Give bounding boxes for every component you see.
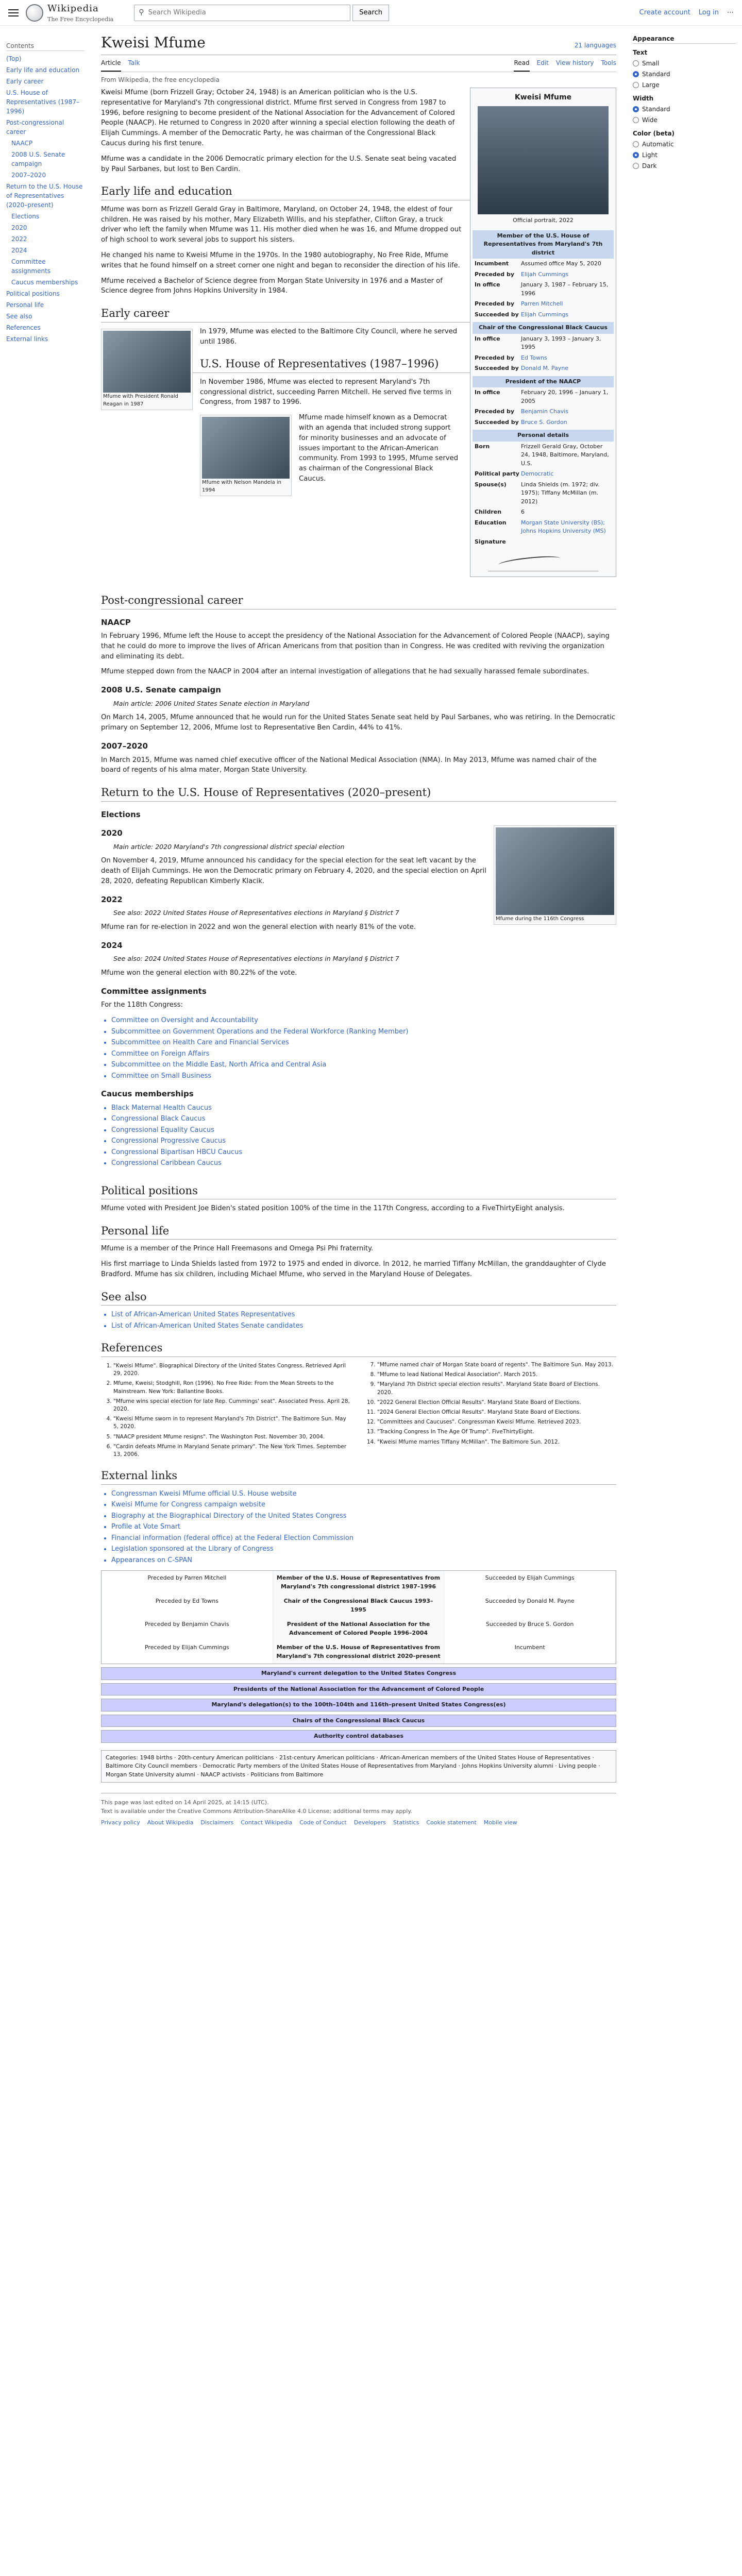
footer-links — [101, 1819, 616, 1827]
signature-image — [488, 550, 598, 571]
logo-text: Wikipedia — [47, 3, 99, 14]
list-item[interactable]: • Biography at the Biographical Directory of the United States Congress — [111, 1511, 616, 1521]
infobox-row — [473, 310, 614, 320]
succession-preceded[interactable]: Preceded by Parren Mitchell — [102, 1571, 273, 1594]
paragraph: Mfume ran for re-election in 2022 and won the general election with nearly 81% of the vote. — [101, 923, 416, 931]
infobox-key: Children — [475, 509, 502, 515]
navbox-title: Maryland's current delegation to the United States Congress — [102, 1668, 616, 1680]
footer-link[interactable]: Statistics — [393, 1819, 419, 1826]
signature-label: Signature — [475, 538, 506, 545]
succession-office: Chair of the Congressional Black Caucus 1993–1995 — [273, 1594, 445, 1617]
option-label: Automatic — [642, 141, 674, 148]
reference-item[interactable]: 1. "Kweisi Mfume". Biographical Directory of the United States Congress. Retrieved April 29, 2020. — [113, 1362, 352, 1378]
navbox[interactable] — [101, 1683, 616, 1696]
infobox-value[interactable]: Democratic — [521, 470, 554, 477]
width-option-wide[interactable] — [633, 115, 736, 125]
infobox — [470, 88, 616, 577]
infobox-row — [473, 299, 614, 310]
succession-office: President of the National Association for the Advancement of Colored People 1996–2004 — [273, 1617, 445, 1640]
list-item[interactable]: • Committee on Foreign Affairs — [111, 1049, 616, 1059]
option-label: Standard — [642, 71, 670, 78]
footer-link[interactable]: Mobile view — [483, 1819, 517, 1826]
top-header — [0, 0, 742, 26]
infobox-key: Succeeded by — [475, 365, 519, 371]
infobox-key: In office — [475, 389, 500, 396]
infobox-value[interactable]: Bruce S. Gordon — [521, 418, 567, 426]
footer-link[interactable]: Contact Wikipedia — [241, 1819, 293, 1826]
article-body — [101, 88, 616, 1827]
succession-succeeded[interactable]: Succeeded by Bruce S. Gordon — [444, 1617, 616, 1640]
hatnote[interactable]: See also: 2022 United States House of Representatives elections in Maryland § District 7 — [113, 909, 399, 917]
thumbnail[interactable] — [101, 329, 193, 410]
reference-item[interactable]: 9. "Maryland 7th District special election results". Maryland State Board of Elections. 2020. — [377, 1381, 616, 1396]
tab-read[interactable]: Read — [514, 55, 529, 72]
search-box — [134, 5, 350, 21]
paragraph: Mfume received a Bachelor of Science degree from Morgan State University in 1976 and a Master of Science degree from Johns Hopkins University in 1984. — [101, 277, 443, 295]
infobox-value: Linda Shields (m. 1972; div. 1975); Tiffany McMillan (m. 2012) — [521, 481, 600, 505]
radio-icon — [633, 82, 639, 88]
infobox-value: 6 — [521, 509, 525, 515]
radio-icon — [633, 60, 639, 66]
list-item[interactable]: • List of African-American United States Senate candidates — [111, 1321, 616, 1331]
hatnote[interactable]: Main article: 2020 Maryland's 7th congressional district special election — [113, 842, 345, 851]
option-label: Light — [642, 151, 657, 159]
reference-item[interactable]: 4. "Kweisi Mfume sworn in to represent Maryland's 7th District". The Baltimore Sun. May 5, 2020. — [113, 1415, 352, 1431]
section-heading: References — [101, 1340, 616, 1357]
list-item[interactable]: • Profile at Vote Smart — [111, 1522, 616, 1532]
radio-selected-icon — [633, 71, 639, 77]
title-row — [101, 32, 616, 55]
section-heading: Political positions — [101, 1183, 616, 1200]
infobox-row — [473, 269, 614, 280]
subsection-heading: Caucus memberships — [101, 1089, 194, 1099]
succession-succeeded[interactable]: Succeeded by Donald M. Payne — [444, 1594, 616, 1617]
infobox-key: In office — [475, 335, 500, 342]
list-item[interactable]: • Congressional Black Caucus — [111, 1114, 616, 1124]
text-option-standard[interactable] — [633, 70, 736, 79]
committee-list — [111, 1015, 616, 1081]
option-label: Standard — [642, 106, 670, 113]
infobox-office-band: President of the NAACP — [473, 376, 614, 388]
search-button[interactable]: Search — [352, 5, 389, 21]
infobox-value[interactable]: Benjamin Chavis — [521, 408, 569, 415]
tab-edit[interactable]: Edit — [536, 59, 549, 66]
option-label: Small — [642, 60, 660, 67]
page-tabs — [101, 55, 616, 72]
from-wikipedia: From Wikipedia, the free encyclopedia — [101, 76, 220, 83]
text-option-small[interactable] — [633, 59, 736, 68]
portrait-image[interactable] — [478, 106, 609, 214]
infobox-key: Preceded by — [475, 300, 515, 307]
subsection-heading: NAACP — [101, 617, 131, 627]
paragraph: Mfume won the general election with 80.22% of the vote. — [101, 969, 297, 977]
footer-link[interactable]: Code of Conduct — [299, 1819, 347, 1826]
toc-subitem[interactable]: 2020 — [11, 224, 27, 231]
toc-subitem[interactable]: Caucus memberships — [11, 279, 78, 286]
succession-succeeded[interactable]: Succeeded by Elijah Cummings — [444, 1571, 616, 1594]
toc-item[interactable]: Early career — [6, 78, 44, 85]
navbox-title: Maryland's delegation(s) to the 100th–104th and 116th–present United States Congress(es) — [102, 1699, 616, 1711]
list-item[interactable]: • Committee on Small Business — [111, 1071, 616, 1081]
toc-subitem[interactable]: Elections — [11, 213, 40, 220]
paragraph: Mfume voted with President Joe Biden's stated position 100% of the time in the 117th Congress, according to a FiveThirtyEight analysis. — [101, 1205, 565, 1213]
infobox-value[interactable]: Morgan State University (BS); Johns Hopkins University (MS) — [521, 519, 606, 534]
navbox-title: Chairs of the Congressional Black Caucus — [102, 1715, 616, 1727]
color-heading: Color (beta) — [633, 130, 675, 137]
appearance-heading: Appearance — [633, 34, 736, 44]
thumbnail[interactable] — [494, 825, 616, 925]
width-heading: Width — [633, 95, 654, 102]
paragraph: On March 14, 2005, Mfume announced that he would run for the United States Senate seat held by Paul Sarbanes, who was retiring. In the Democratic primary on September 12, 2006, Mfume lost to Representative Ben Cardin, 44% to 41%. — [101, 714, 616, 732]
option-label: Dark — [642, 162, 657, 170]
list-item[interactable]: • List of African-American United States Representatives — [111, 1310, 616, 1320]
reference-item[interactable]: 7. "Mfume named chair of Morgan State board of regents". The Baltimore Sun. May 2013. — [377, 1361, 616, 1369]
infobox-value[interactable]: Elijah Cummings — [521, 311, 569, 318]
category-links[interactable]: Categories: 1948 births · 20th-century American politicians · 21st-century American politicians · African-American members of the United States House of Representatives · Baltimore City Council members · Democratic Party members of the United States House of Representatives from Maryland · Johns Hopkins University alumni · Living people · Morgan State University alumni · NAACP activists · Politicians from Baltimore — [101, 1750, 616, 1783]
navbox-title: Authority control databases — [102, 1731, 616, 1742]
navbox[interactable] — [101, 1699, 616, 1711]
radio-selected-icon — [633, 106, 639, 112]
search-icon: ⚲ — [139, 8, 144, 16]
infobox-value[interactable]: Elijah Cummings — [521, 270, 569, 278]
infobox-row — [473, 507, 614, 518]
tab-article[interactable]: Article — [101, 55, 121, 72]
see-also-list — [111, 1310, 616, 1331]
subsection-heading: 2024 — [101, 940, 123, 950]
tab-tools[interactable]: Tools — [601, 59, 616, 66]
toc-item[interactable]: See also — [6, 313, 32, 320]
caucus-list — [111, 1103, 616, 1168]
infobox-key: Succeeded by — [475, 311, 519, 318]
appearance-panel — [627, 26, 742, 1838]
toc-item[interactable]: References — [6, 324, 41, 331]
infobox-value: Frizzell Gerald Gray, October 24, 1948, Baltimore, Maryland, U.S. — [521, 443, 609, 467]
globe-icon — [26, 4, 43, 22]
paragraph: In March 2015, Mfume was named chief executive officer of the National Medical Association (NMA). In May 2013, Mfume was named chair of the board of regents of his alma mater, Morgan State University. — [101, 756, 597, 774]
toc-subitem[interactable]: 2007–2020 — [11, 172, 46, 179]
subsection-heading: 2007–2020 — [101, 741, 148, 751]
list-item[interactable]: • Congressional Caribbean Caucus — [111, 1158, 616, 1168]
infobox-title: Kweisi Mfume — [514, 93, 572, 101]
infobox-key: Born — [475, 443, 490, 450]
reference-item[interactable]: 3. "Mfume wins special election for late Rep. Cummings' seat". Associated Press. April 28, 2020. — [113, 1398, 352, 1413]
color-option-automatic[interactable] — [633, 140, 736, 149]
list-item[interactable]: • Committee on Oversight and Accountability — [111, 1015, 616, 1026]
toc-subitem[interactable]: Committee assignments — [11, 258, 51, 275]
radio-selected-icon — [633, 152, 639, 158]
radio-icon — [633, 117, 639, 123]
logo-subtitle: The Free Encyclopedia — [47, 15, 114, 23]
footer-link[interactable]: Developers — [353, 1819, 386, 1826]
paragraph: For the 118th Congress: — [101, 1001, 183, 1009]
main-menu-icon[interactable] — [8, 9, 19, 16]
subsection-heading: 2020 — [101, 828, 123, 838]
infobox-row — [473, 387, 614, 406]
mandela-photo — [202, 417, 290, 479]
infobox-row — [473, 259, 614, 269]
toc-subitem[interactable]: 2008 U.S. Senate campaign — [11, 151, 65, 167]
infobox-value[interactable]: Parren Mitchell — [521, 300, 563, 307]
infobox-key: Spouse(s) — [475, 481, 507, 488]
radio-icon — [633, 141, 639, 147]
subsection-heading: 2008 U.S. Senate campaign — [101, 685, 221, 695]
color-option-light[interactable] — [633, 150, 736, 160]
succession-office: Member of the U.S. House of Representatives from Maryland's 7th congressional district 2020–present — [273, 1640, 445, 1664]
navbox-title: Presidents of the National Association for the Advancement of Colored People — [102, 1684, 616, 1696]
tab-talk[interactable]: Talk — [128, 59, 140, 66]
radio-icon — [633, 163, 639, 169]
section-heading: Return to the U.S. House of Representatives (2020–present) — [101, 785, 616, 802]
succession-preceded[interactable]: Preceded by Elijah Cummings — [102, 1640, 273, 1664]
section-heading: Early career — [101, 306, 616, 323]
reference-item[interactable]: 11. "2024 General Election Official Results". Maryland State Board of Elections. — [377, 1409, 616, 1416]
list-item[interactable]: • Congressman Kweisi Mfume official U.S. House website — [111, 1489, 616, 1499]
paragraph: He changed his name to Kweisi Mfume in the 1970s. In the 1980 autobiography, No Free Ride, Mfume writes that he found himself on a street corner one night and began to reconsider the direction of his life. — [101, 251, 460, 269]
text-size-heading: Text — [633, 49, 648, 56]
list-item[interactable]: • Kweisi Mfume for Congress campaign website — [111, 1500, 616, 1510]
reference-item[interactable]: 13. "Tracking Congress In The Age Of Trump". FiveThirtyEight. — [377, 1428, 616, 1436]
toc-subitem[interactable]: 2022 — [11, 235, 27, 243]
section-heading: Post-congressional career — [101, 592, 616, 609]
infobox-row — [473, 417, 614, 428]
log-in-link[interactable]: Log in — [698, 8, 719, 16]
lead-paragraph: Mfume was a candidate in the 2006 Democratic primary election for the U.S. Senate seat being vacated by Paul Sarbanes, but lost to Ben Cardin. — [101, 155, 457, 173]
infobox-row — [473, 406, 614, 417]
section-heading: Early life and education — [101, 183, 616, 200]
footer-link[interactable]: Cookie statement — [426, 1819, 477, 1826]
section-heading: Personal life — [101, 1223, 616, 1240]
succession-succeeded: Incumbent — [444, 1640, 616, 1664]
toc-item[interactable]: Personal life — [6, 301, 44, 309]
list-item[interactable]: • Congressional Bipartisan HBCU Caucus — [111, 1147, 616, 1158]
infobox-value: January 3, 1993 – January 3, 1995 — [521, 335, 601, 350]
toc-subitem[interactable]: NAACP — [11, 140, 33, 147]
infobox-value: Assumed office May 5, 2020 — [521, 260, 601, 267]
page-layout — [0, 26, 742, 1838]
infobox-row — [473, 518, 614, 537]
infobox-key: Education — [475, 519, 507, 526]
lead-paragraph: Kweisi Mfume (born Frizzell Gray; October 24, 1948) is an American politician who is the U.S. representative for Maryland's 7th congressional district. Mfume first served in Congress from 1987 to 1996, before resigning to become president of the National Association for the Advancement of Colored People (NAACP). He returned to Congress in 2020 after winning a special election following the death of Elijah Cummings. A member of the Democratic Party, he was chairman of the Congressional Black Caucus during his first tenure. — [101, 89, 455, 147]
create-account-link[interactable]: Create account — [639, 8, 690, 16]
navbox[interactable] — [101, 1715, 616, 1727]
reference-item[interactable]: 14. "Kweisi Mfume marries Tiffany McMillan". The Baltimore Sun. 2012. — [377, 1438, 616, 1446]
paragraph: Mfume made himself known as a Democrat with an agenda that included strong support for minority businesses and an advocate of issues important to the African-American community. From 1993 to 1995, Mfume served as chairman of the Congressional Black Caucus. — [299, 414, 459, 483]
list-item[interactable]: • Appearances on C-SPAN — [111, 1555, 616, 1566]
infobox-row — [473, 363, 614, 374]
paragraph: His first marriage to Linda Shields lasted from 1972 to 1975 and ended in divorce. In 2012, he married Tiffany McMillan, the granddaughter of Clyde Bradford. Mfume has six children, including Michael Mfume, who served in the Maryland House of Delegates. — [101, 1260, 606, 1279]
succession-box — [101, 1570, 616, 1664]
thumbnail-caption: Mfume with Nelson Mandela in 1994 — [202, 480, 282, 494]
toc-item[interactable]: U.S. House of Representatives (1987–1996) — [6, 89, 79, 115]
paragraph: On November 4, 2019, Mfume announced his candidacy for the special election for the seat left vacant by the death of Elijah Cummings. He won the Democratic primary on February 4, 2020, and the special election on April 28, 2020, defeating Republican Kimberly Klacik. — [101, 857, 486, 885]
succession-preceded[interactable]: Preceded by Ed Towns — [102, 1594, 273, 1617]
search-input[interactable] — [147, 8, 346, 17]
section-heading: See also — [101, 1289, 616, 1306]
infobox-row — [473, 334, 614, 353]
toc-subitem[interactable]: 2024 — [11, 247, 27, 254]
footer-link[interactable]: Disclaimers — [200, 1819, 234, 1826]
infobox-value[interactable]: Ed Towns — [521, 354, 547, 361]
toc-item[interactable]: Political positions — [6, 290, 60, 297]
subsection-heading: Elections — [101, 809, 141, 819]
option-label: Large — [642, 81, 660, 89]
subsection-heading: 2022 — [101, 894, 123, 904]
paragraph: Mfume is a member of the Prince Hall Freemasons and Omega Psi Phi fraternity. — [101, 1245, 374, 1253]
tab-history[interactable]: View history — [555, 59, 594, 66]
list-item[interactable]: • Subcommittee on Health Care and Financial Services — [111, 1038, 616, 1048]
page-footer — [101, 1793, 616, 1827]
reagan-photo — [103, 331, 191, 393]
reference-item[interactable]: 6. "Cardin defeats Mfume in Maryland Senate primary". The New York Times. September 13, 2006. — [113, 1443, 352, 1459]
infobox-row — [473, 353, 614, 364]
thumbnail-caption: Mfume during the 116th Congress — [496, 916, 584, 922]
toc-heading: Contents — [6, 41, 85, 51]
more-options-icon[interactable]: ⋯ — [727, 8, 734, 16]
navbox[interactable] — [101, 1730, 616, 1743]
option-label: Wide — [642, 116, 657, 124]
reference-item[interactable]: 12. "Committees and Caucuses". Congressman Kweisi Mfume. Retrieved 2023. — [377, 1418, 616, 1426]
portrait-caption: Official portrait, 2022 — [513, 217, 574, 224]
list-item[interactable]: • Subcommittee on the Middle East, North Africa and Central Asia — [111, 1060, 616, 1070]
last-edited: This page was last edited on 14 April 2025, at 14:15 (UTC). — [101, 1799, 269, 1806]
infobox-row — [473, 442, 614, 469]
list-item[interactable]: • Black Maternal Health Caucus — [111, 1103, 616, 1113]
paragraph: In 1979, Mfume was elected to the Baltimore City Council, where he served until 1986. — [200, 327, 458, 346]
subsection-heading: Committee assignments — [101, 986, 207, 996]
languages-button[interactable]: 21 languages — [574, 42, 616, 49]
external-links-list — [111, 1489, 616, 1566]
infobox-value: February 20, 1996 – January 1, 2005 — [521, 389, 609, 404]
infobox-key: Succeeded by — [475, 418, 519, 426]
infobox-key: Preceded by — [475, 408, 515, 415]
list-item[interactable]: • Legislation sponsored at the Library of Congress — [111, 1544, 616, 1554]
license-text: Text is available under the Creative Commons Attribution-ShareAlike 4.0 License; additional terms may apply. — [101, 1807, 412, 1815]
infobox-value[interactable]: Donald M. Payne — [521, 365, 569, 371]
paragraph: Mfume was born as Frizzell Gerald Gray in Baltimore, Maryland, on October 24, 1948, the eldest of four children. He was raised by his mother, Mary Elizabeth Willis, and his stepfather, Clifton Gray, a truck driver who left the family when Mfume was 11. His mother died when he was 16, and Mfume dropped out of high school to work several jobs to support his sisters. — [101, 205, 462, 244]
wikipedia-logo[interactable] — [26, 2, 113, 24]
page-title: Kweisi Mfume — [101, 34, 206, 51]
paragraph: In February 1996, Mfume left the House to accept the presidency of the National Association for the Advancement of Colored People (NAACP), saying that he could do more to improve the lives of African Americans from that position than in Congress. He was credited with reviving the organization and eliminating its debt. — [101, 632, 610, 660]
succession-preceded[interactable]: Preceded by Benjamin Chavis — [102, 1617, 273, 1640]
list-item[interactable]: • Subcommittee on Government Operations and the Federal Workforce (Ranking Member) — [111, 1027, 616, 1037]
succession-office: Member of the U.S. House of Representatives from Maryland's 7th congressional district 1987–1996 — [273, 1571, 445, 1594]
paragraph: Mfume stepped down from the NAACP in 2004 after an internal investigation of allegations that he had sexually harassed female subordinates. — [101, 668, 589, 676]
infobox-office-band: Chair of the Congressional Black Caucus — [473, 322, 614, 334]
congress-photo — [496, 827, 614, 915]
toc-sidebar — [0, 26, 91, 1838]
infobox-key: Political party — [475, 470, 519, 477]
list-item[interactable]: • Congressional Progressive Caucus — [111, 1136, 616, 1146]
reference-item[interactable]: 5. "NAACP president Mfume resigns". The Washington Post. November 30, 2004. — [113, 1433, 352, 1441]
reference-item[interactable]: 2. Mfume, Kweisi; Stodghill, Ron (1996). No Free Ride: From the Mean Streets to the Mainstream. New York: Ballantine Books. — [113, 1380, 352, 1395]
thumbnail[interactable] — [200, 415, 292, 496]
section-heading: U.S. House of Representatives (1987–1996) — [101, 356, 616, 373]
toc-item[interactable]: Post-congressional career — [6, 119, 64, 135]
list-item[interactable]: • Congressional Equality Caucus — [111, 1125, 616, 1136]
thumbnail-caption: Mfume with President Ronald Reagan in 1987 — [103, 393, 178, 407]
infobox-row — [473, 469, 614, 480]
text-option-large[interactable] — [633, 80, 736, 90]
infobox-office-band: Member of the U.S. House of Representatives from Maryland's 7th district — [473, 230, 614, 259]
infobox-key: In office — [475, 281, 500, 288]
reference-item[interactable]: 8. "Mfume to lead National Medical Association". March 2015. — [377, 1371, 616, 1379]
section-heading: External links — [101, 1468, 616, 1485]
toc-item[interactable]: (Top) — [6, 55, 22, 62]
infobox-key: Preceded by — [475, 354, 515, 361]
reference-item[interactable]: 10. "2022 General Election Official Results". Maryland State Board of Elections. — [377, 1399, 616, 1406]
hatnote[interactable]: Main article: 2006 United States Senate election in Maryland — [113, 699, 310, 707]
footer-link[interactable]: About Wikipedia — [147, 1819, 194, 1826]
user-links — [639, 8, 734, 18]
infobox-value: January 3, 1987 – February 15, 1996 — [521, 281, 609, 297]
reference-list — [101, 1361, 616, 1459]
infobox-key: Incumbent — [475, 260, 509, 267]
color-option-dark[interactable] — [633, 161, 736, 171]
toc-item[interactable]: Early life and education — [6, 66, 80, 74]
width-option-standard[interactable] — [633, 105, 736, 114]
article-main — [91, 26, 627, 1838]
infobox-row — [473, 537, 614, 548]
infobox-key: Preceded by — [475, 270, 515, 278]
hatnote[interactable]: See also: 2024 United States House of Representatives elections in Maryland § District 7 — [113, 955, 399, 963]
paragraph: In November 1986, Mfume was elected to represent Maryland's 7th congressional district, succeeding Parren Mitchell. He served five terms in Congress, from 1987 to 1996. — [200, 378, 451, 406]
infobox-row — [473, 480, 614, 507]
toc-item[interactable]: Return to the U.S. House of Representatives (2020–present) — [6, 183, 83, 209]
infobox-row — [473, 280, 614, 299]
navbox[interactable] — [101, 1667, 616, 1680]
list-item[interactable]: • Financial information (federal office) at the Federal Election Commission — [111, 1533, 616, 1544]
footer-link[interactable]: Privacy policy — [101, 1819, 140, 1826]
infobox-personal-band: Personal details — [473, 430, 614, 442]
toc-item[interactable]: External links — [6, 335, 48, 343]
